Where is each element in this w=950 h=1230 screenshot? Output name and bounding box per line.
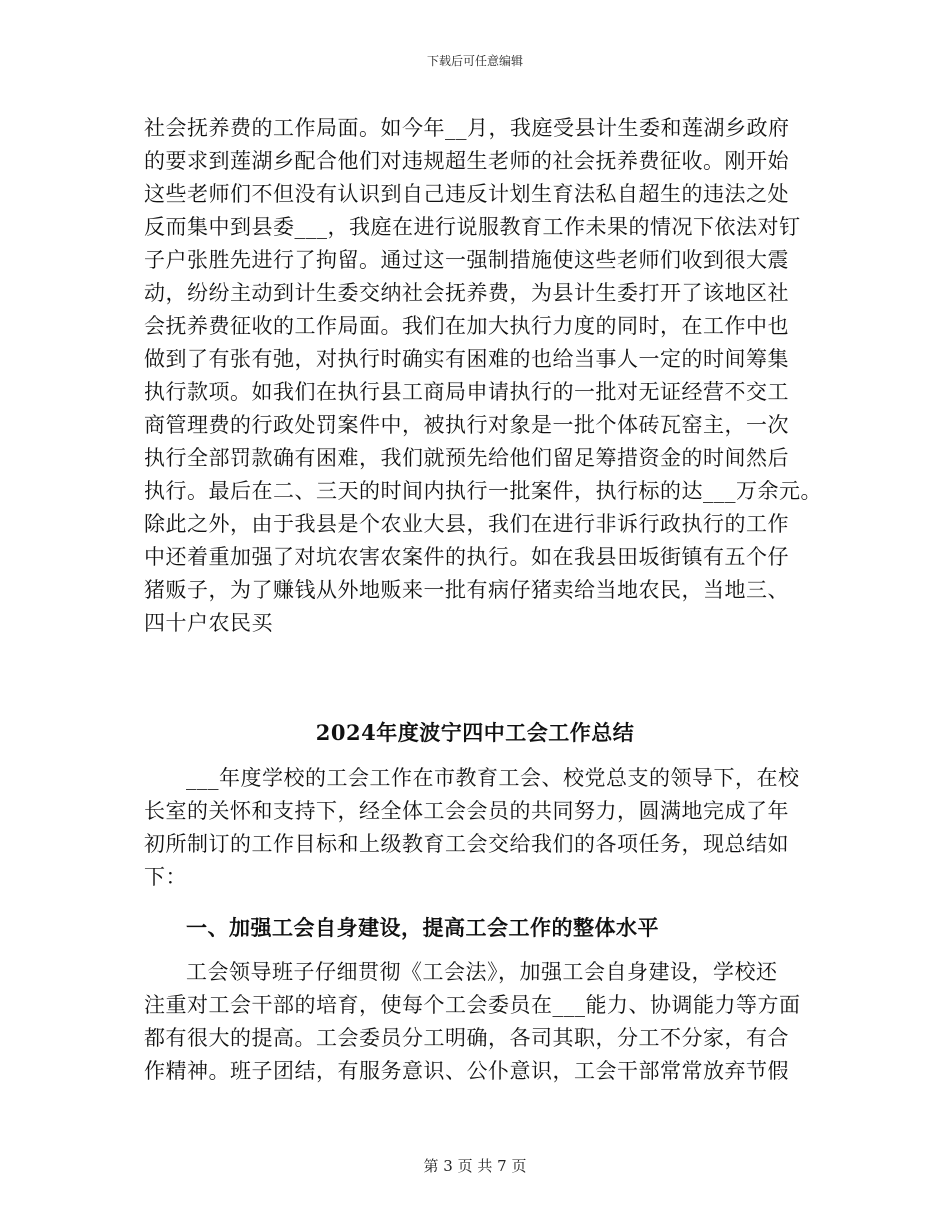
body-line: 反而集中到县委___，我庭在进行说服教育工作未果的情况下依法对钉 [144,215,801,239]
body-line: ___年度学校的工会工作在市教育工会、校党总支的领导下，在校 [186,766,800,790]
body-line: 执行。最后在二、三天的时间内执行一批案件，执行标的达___万余元。 [144,479,822,503]
body-line: 商管理费的行政处罚案件中，被执行对象是一批个体砖瓦窑主，一次 [144,413,789,437]
body-line: 都有很大的提高。工会委员分工明确，各司其职，分工不分家，有合 [144,1026,789,1050]
body-line: 子户张胜先进行了拘留。通过这一强制措施使这些老师们收到很大震 [144,248,789,272]
header-note: 下载后可任意编辑 [426,54,523,68]
body-line: 动，纷纷主动到计生委交纳社会抚养费，为县计生委打开了该地区社 [144,281,789,305]
body-line: 做到了有张有弛，对执行时确实有困难的也给当事人一定的时间筹集 [144,347,789,371]
body-line: 中还着重加强了对坑农害农案件的执行。如在我县田坂街镇有五个仔 [144,545,789,569]
document-title: 2024年度波宁四中工会工作总结 [315,720,635,745]
body-line: 社会抚养费的工作局面。如今年__月，我庭受县计生委和莲湖乡政府 [144,116,790,140]
body-line: 下： [144,865,187,889]
body-line: 四十户农民买 [144,611,273,635]
body-line: 长室的关怀和支持下，经全体工会会员的共同努力，圆满地完成了年 [144,799,789,823]
body-line: 除此之外，由于我县是个农业大县，我们在进行非诉行政执行的工作 [144,512,789,536]
section-heading: 一、加强工会自身建设，提高工会工作的整体水平 [186,915,659,940]
page-number: 第 3 页 共 7 页 [423,1157,527,1175]
body-line: 工会领导班子仔细贯彻《工会法》，加强工会自身建设，学校还 [186,960,778,984]
body-line: 作精神。班子团结，有服务意识、公仆意识，工会干部常常放弃节假 [144,1059,789,1083]
body-line: 初所制订的工作目标和上级教育工会交给我们的各项任务，现总结如 [144,832,789,856]
body-line: 执行全部罚款确有困难，我们就预先给他们留足筹措资金的时间然后 [144,446,789,470]
body-line: 注重对工会干部的培育，使每个工会委员在___能力、协调能力等方面 [144,993,801,1017]
body-line: 会抚养费征收的工作局面。我们在加大执行力度的同时，在工作中也 [144,314,789,338]
body-line: 执行款项。如我们在执行县工商局申请执行的一批对无证经营不交工 [144,380,789,404]
body-line: 这些老师们不但没有认识到自己违反计划生育法私自超生的违法之处 [144,182,789,206]
body-line: 的要求到莲湖乡配合他们对违规超生老师的社会抚养费征收。刚开始 [144,149,789,173]
body-line: 猪贩子，为了赚钱从外地贩来一批有病仔猪卖给当地农民，当地三、 [144,578,789,602]
